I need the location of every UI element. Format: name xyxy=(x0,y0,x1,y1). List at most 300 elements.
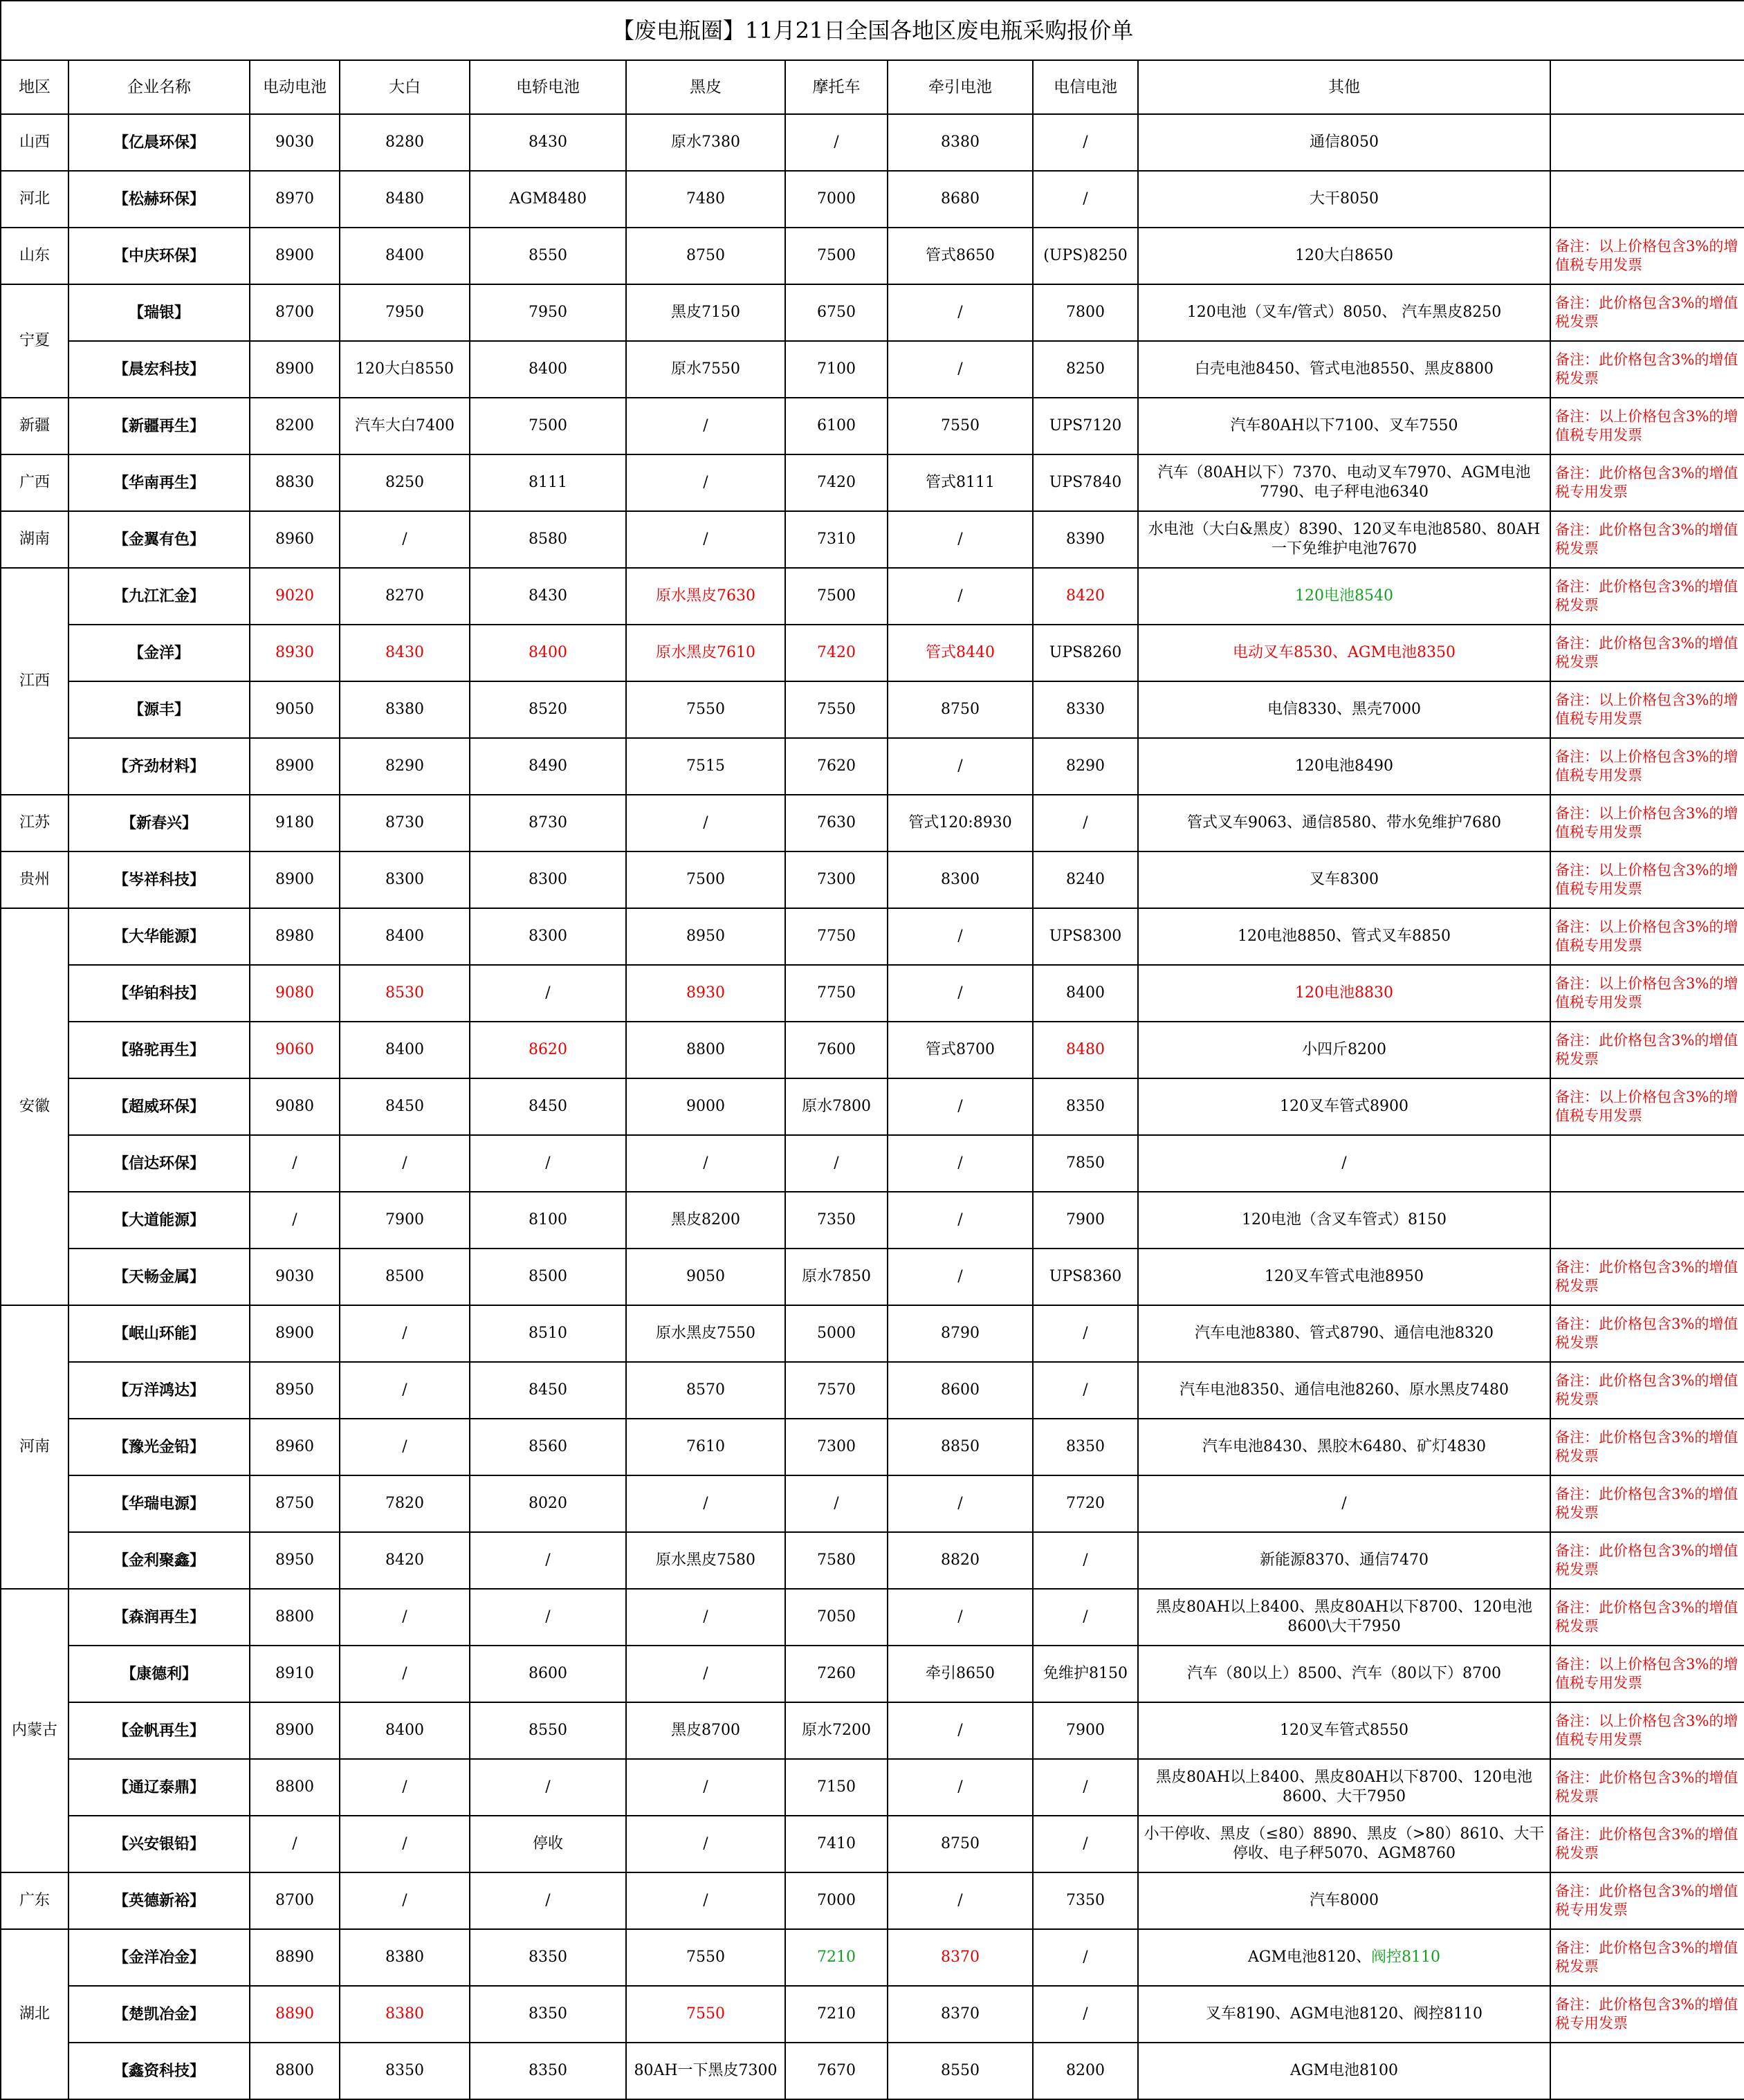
note-cell: 备注：此价格包含3%的增值税发票 xyxy=(1550,1022,1744,1078)
note-cell xyxy=(1550,114,1744,171)
company-name: 【金帆再生】 xyxy=(68,1702,250,1759)
price-cell: / xyxy=(340,1135,470,1192)
company-name: 【华南再生】 xyxy=(68,454,250,511)
note-cell: 备注：此价格包含3%的增值税发票 xyxy=(1550,1305,1744,1362)
price-cell: 8380 xyxy=(340,1929,470,1986)
price-cell: 7500 xyxy=(785,228,888,284)
price-cell: / xyxy=(470,1759,626,1816)
note-cell: 备注：以上价格包含3%的增值税专用发票 xyxy=(1550,228,1744,284)
table-row xyxy=(1,1816,1744,1872)
price-cell: 9020 xyxy=(250,568,340,625)
company-name: 【齐劲材料】 xyxy=(68,738,250,795)
price-cell: 7550 xyxy=(626,681,785,738)
price-cell: 7420 xyxy=(785,625,888,681)
price-cell: / xyxy=(340,1362,470,1419)
price-cell: 7410 xyxy=(785,1816,888,1872)
price-cell: / xyxy=(888,908,1033,965)
price-cell: 8790 xyxy=(888,1305,1033,1362)
price-cell: 7670 xyxy=(785,2043,888,2099)
price-cell: 黑皮8700 xyxy=(626,1702,785,1759)
column-header: 摩托车 xyxy=(785,60,888,114)
table-row xyxy=(1,1532,1744,1589)
column-header: 电动电池 xyxy=(250,60,340,114)
column-header: 牵引电池 xyxy=(888,60,1033,114)
note-cell: 备注：以上价格包含3%的增值税专用发票 xyxy=(1550,1646,1744,1702)
region-cell: 内蒙古 xyxy=(1,1589,68,1872)
price-cell: 8250 xyxy=(1033,341,1138,398)
company-name: 【豫光金铅】 xyxy=(68,1419,250,1475)
price-cell: 8480 xyxy=(1033,1022,1138,1078)
other-price-cell: 120电池（叉车/管式）8050、 汽车黑皮8250 xyxy=(1138,284,1550,341)
price-cell: 8500 xyxy=(470,1249,626,1305)
note-cell: 备注：此价格包含3%的增值税发票 xyxy=(1550,1589,1744,1646)
price-cell: 管式8700 xyxy=(888,1022,1033,1078)
price-cell: / xyxy=(626,1816,785,1872)
price-cell: 8430 xyxy=(470,114,626,171)
price-cell: 8450 xyxy=(340,1078,470,1135)
price-cell: UPS7840 xyxy=(1033,454,1138,511)
price-cell: 9030 xyxy=(250,1249,340,1305)
price-cell: / xyxy=(626,511,785,568)
price-cell: 8620 xyxy=(470,1022,626,1078)
price-cell: 8200 xyxy=(250,398,340,454)
price-cell: / xyxy=(1033,171,1138,228)
price-cell: 8900 xyxy=(250,1702,340,1759)
price-cell: 牵引8650 xyxy=(888,1646,1033,1702)
price-cell: / xyxy=(340,511,470,568)
region-cell: 山东 xyxy=(1,228,68,284)
other-price-cell: 电信8330、黑壳7000 xyxy=(1138,681,1550,738)
price-cell: / xyxy=(888,1192,1033,1249)
price-cell: / xyxy=(888,511,1033,568)
other-price-cell: 120大白8650 xyxy=(1138,228,1550,284)
price-cell: 8290 xyxy=(1033,738,1138,795)
price-cell: 7100 xyxy=(785,341,888,398)
price-cell: / xyxy=(888,1759,1033,1816)
table-row xyxy=(1,1759,1744,1816)
price-cell: 8500 xyxy=(340,1249,470,1305)
price-cell: / xyxy=(888,284,1033,341)
company-name: 【金利聚鑫】 xyxy=(68,1532,250,1589)
price-cell: 8480 xyxy=(340,171,470,228)
price-cell: 8370 xyxy=(888,1929,1033,1986)
table-row xyxy=(1,1589,1744,1646)
price-cell: 8280 xyxy=(340,114,470,171)
company-name: 【亿晨环保】 xyxy=(68,114,250,171)
other-price-cell: 电动叉车8530、AGM电池8350 xyxy=(1138,625,1550,681)
column-header xyxy=(1550,60,1744,114)
other-price-cell: 120电池（含叉车管式）8150 xyxy=(1138,1192,1550,1249)
company-name: 【超威环保】 xyxy=(68,1078,250,1135)
table-row xyxy=(1,1305,1744,1362)
other-price-cell: 汽车（80以上）8500、汽车（80以下）8700 xyxy=(1138,1646,1550,1702)
price-cell: UPS8300 xyxy=(1033,908,1138,965)
price-cell: 8350 xyxy=(470,1986,626,2043)
company-name: 【岑祥科技】 xyxy=(68,851,250,908)
price-cell: 8570 xyxy=(626,1362,785,1419)
other-price-cell: 小干停收、黑皮（≤80）8890、黑皮（>80）8610、大干停收、电子秤5070、AGM8760 xyxy=(1138,1816,1550,1872)
price-cell: 8900 xyxy=(250,851,340,908)
price-cell: 8200 xyxy=(1033,2043,1138,2099)
price-cell: / xyxy=(470,1872,626,1929)
price-cell: / xyxy=(626,1646,785,1702)
price-cell: 8290 xyxy=(340,738,470,795)
note-cell: 备注：此价格包含3%的增值税专用发票 xyxy=(1550,454,1744,511)
price-cell: 8400 xyxy=(470,341,626,398)
note-cell: 备注：以上价格包含3%的增值税专用发票 xyxy=(1550,965,1744,1022)
price-cell: / xyxy=(470,965,626,1022)
table-row xyxy=(1,1192,1744,1249)
price-cell: 7610 xyxy=(626,1419,785,1475)
price-cell: 8910 xyxy=(250,1646,340,1702)
price-cell: 7550 xyxy=(785,681,888,738)
note-cell: 备注：以上价格包含3%的增值税专用发票 xyxy=(1550,1702,1744,1759)
price-cell: 8400 xyxy=(340,1702,470,1759)
price-cell: 8490 xyxy=(470,738,626,795)
other-price-cell: 大干8050 xyxy=(1138,171,1550,228)
column-header: 大白 xyxy=(340,60,470,114)
price-cell: / xyxy=(470,1589,626,1646)
note-cell xyxy=(1550,1135,1744,1192)
company-name: 【楚凯冶金】 xyxy=(68,1986,250,2043)
note-cell: 备注：此价格包含3%的增值税发票 xyxy=(1550,1249,1744,1305)
note-cell: 备注：以上价格包含3%的增值税专用发票 xyxy=(1550,398,1744,454)
price-cell: 8930 xyxy=(626,965,785,1022)
price-cell: 8380 xyxy=(340,1986,470,2043)
price-cell: 9060 xyxy=(250,1022,340,1078)
table-row xyxy=(1,965,1744,1022)
price-cell: 8930 xyxy=(250,625,340,681)
other-price-cell: 黑皮80AH以上8400、黑皮80AH以下8700、120电池8600\大干7950 xyxy=(1138,1589,1550,1646)
table-row xyxy=(1,795,1744,851)
price-cell: / xyxy=(888,1135,1033,1192)
price-cell: 原水7550 xyxy=(626,341,785,398)
price-cell: / xyxy=(888,1249,1033,1305)
note-cell: 备注：此价格包含3%的增值税发票 xyxy=(1550,1419,1744,1475)
note-cell: 备注：此价格包含3%的增值税发票 xyxy=(1550,1532,1744,1589)
price-cell: 8350 xyxy=(340,2043,470,2099)
price-cell: / xyxy=(888,341,1033,398)
price-cell: 8400 xyxy=(1033,965,1138,1022)
price-cell: 8510 xyxy=(470,1305,626,1362)
price-cell: 7350 xyxy=(1033,1872,1138,1929)
price-cell: / xyxy=(340,1646,470,1702)
table-row xyxy=(1,284,1744,341)
price-cell: 8520 xyxy=(470,681,626,738)
price-cell: 80AH一下黑皮7300 xyxy=(626,2043,785,2099)
price-cell: 7500 xyxy=(785,568,888,625)
price-cell: / xyxy=(1033,1532,1138,1589)
table-row xyxy=(1,1986,1744,2043)
note-cell: 备注：此价格包含3%的增值税发票 xyxy=(1550,284,1744,341)
column-header: 黑皮 xyxy=(626,60,785,114)
price-cell: / xyxy=(340,1759,470,1816)
price-cell: 7720 xyxy=(1033,1475,1138,1532)
price-cell: / xyxy=(626,454,785,511)
other-price-cell: 水电池（大白&黑皮）8390、120叉车电池8580、80AH一下免维护电池7670 xyxy=(1138,511,1550,568)
price-cell: / xyxy=(888,1475,1033,1532)
price-cell: 7950 xyxy=(470,284,626,341)
price-cell: 8700 xyxy=(250,284,340,341)
price-cell: 8420 xyxy=(1033,568,1138,625)
note-cell: 备注：以上价格包含3%的增值税专用发票 xyxy=(1550,738,1744,795)
column-header: 电轿电池 xyxy=(470,60,626,114)
region-cell: 湖北 xyxy=(1,1929,68,2099)
price-cell: 管式8440 xyxy=(888,625,1033,681)
company-name: 【岷山环能】 xyxy=(68,1305,250,1362)
table-row xyxy=(1,738,1744,795)
header-row xyxy=(1,60,1744,114)
price-cell: 7500 xyxy=(626,851,785,908)
price-cell: 7300 xyxy=(785,851,888,908)
price-cell: 原水7850 xyxy=(785,1249,888,1305)
price-cell: 8580 xyxy=(470,511,626,568)
table-row xyxy=(1,1702,1744,1759)
price-cell: 8830 xyxy=(250,454,340,511)
table-row xyxy=(1,1929,1744,1986)
region-cell: 广东 xyxy=(1,1872,68,1929)
price-cell: 7550 xyxy=(626,1986,785,2043)
other-price-cell: AGM电池8120、阀控8110 xyxy=(1138,1929,1550,1986)
price-cell: UPS8360 xyxy=(1033,1249,1138,1305)
price-cell: 8960 xyxy=(250,511,340,568)
price-cell: 8700 xyxy=(250,1872,340,1929)
company-name: 【兴安银铅】 xyxy=(68,1816,250,1872)
note-cell xyxy=(1550,171,1744,228)
price-cell: 8020 xyxy=(470,1475,626,1532)
company-name: 【九江汇金】 xyxy=(68,568,250,625)
region-cell: 新疆 xyxy=(1,398,68,454)
price-cell: 7570 xyxy=(785,1362,888,1419)
price-cell: 7210 xyxy=(785,1986,888,2043)
note-cell: 备注：此价格包含3%的增值税专用发票 xyxy=(1550,1872,1744,1929)
note-cell: 备注：此价格包含3%的增值税发票 xyxy=(1550,1475,1744,1532)
region-cell: 江苏 xyxy=(1,795,68,851)
note-cell: 备注：此价格包含3%的增值税发票 xyxy=(1550,1929,1744,1986)
company-name: 【骆驼再生】 xyxy=(68,1022,250,1078)
price-cell: 7580 xyxy=(785,1532,888,1589)
price-cell: 原水黑皮7550 xyxy=(626,1305,785,1362)
price-cell: 7350 xyxy=(785,1192,888,1249)
table-row xyxy=(1,511,1744,568)
price-cell: 8530 xyxy=(340,965,470,1022)
company-name: 【通辽泰鼎】 xyxy=(68,1759,250,1816)
company-name: 【森润再生】 xyxy=(68,1589,250,1646)
other-price-cell: 汽车（80AH以下）7370、电动叉车7970、AGM电池7790、电子秤电池6340 xyxy=(1138,454,1550,511)
price-cell: / xyxy=(626,1872,785,1929)
table-row xyxy=(1,1249,1744,1305)
price-cell: 7900 xyxy=(340,1192,470,1249)
price-cell: 8350 xyxy=(470,1929,626,1986)
table-row xyxy=(1,114,1744,171)
price-cell: 7480 xyxy=(626,171,785,228)
other-price-cell: 120电池8830 xyxy=(1138,965,1550,1022)
price-cell: / xyxy=(785,1135,888,1192)
price-cell: / xyxy=(888,1589,1033,1646)
company-name: 【大华能源】 xyxy=(68,908,250,965)
company-name: 【瑞银】 xyxy=(68,284,250,341)
price-cell: / xyxy=(888,1702,1033,1759)
table-row xyxy=(1,851,1744,908)
price-cell: 8550 xyxy=(888,2043,1033,2099)
note-cell: 备注：此价格包含3%的增值税发票 xyxy=(1550,1759,1744,1816)
price-cell: 汽车大白7400 xyxy=(340,398,470,454)
price-cell: 9180 xyxy=(250,795,340,851)
table-row xyxy=(1,1475,1744,1532)
price-cell: 管式120:8930 xyxy=(888,795,1033,851)
price-cell: 5000 xyxy=(785,1305,888,1362)
price-cell: / xyxy=(470,1135,626,1192)
price-cell: 8250 xyxy=(340,454,470,511)
other-price-cell: 通信8050 xyxy=(1138,114,1550,171)
price-cell: 8800 xyxy=(250,2043,340,2099)
price-cell: 8560 xyxy=(470,1419,626,1475)
company-name: 【康德利】 xyxy=(68,1646,250,1702)
note-cell: 备注：以上价格包含3%的增值税专用发票 xyxy=(1550,851,1744,908)
price-cell: 7820 xyxy=(340,1475,470,1532)
price-cell: 8111 xyxy=(470,454,626,511)
price-cell: 7900 xyxy=(1033,1192,1138,1249)
company-name: 【英德新裕】 xyxy=(68,1872,250,1929)
price-cell: 9080 xyxy=(250,965,340,1022)
price-cell: 8550 xyxy=(470,228,626,284)
price-cell: 120大白8550 xyxy=(340,341,470,398)
price-cell: 7630 xyxy=(785,795,888,851)
note-cell: 备注：此价格包含3%的增值税发票 xyxy=(1550,511,1744,568)
other-price-cell: / xyxy=(1138,1475,1550,1532)
price-cell: 原水7800 xyxy=(785,1078,888,1135)
price-cell: 7800 xyxy=(1033,284,1138,341)
price-cell: 9030 xyxy=(250,114,340,171)
column-header: 地区 xyxy=(1,60,68,114)
other-price-cell: 汽车80AH以下7100、叉车7550 xyxy=(1138,398,1550,454)
table-row xyxy=(1,1078,1744,1135)
note-cell xyxy=(1550,2043,1744,2099)
price-cell: 免维护8150 xyxy=(1033,1646,1138,1702)
price-cell: 7260 xyxy=(785,1646,888,1702)
price-cell: / xyxy=(340,1589,470,1646)
price-cell: 8380 xyxy=(888,114,1033,171)
note-cell: 备注：此价格包含3%的增值税专用发票 xyxy=(1550,1986,1744,2043)
price-cell: / xyxy=(626,1475,785,1532)
price-cell: 8300 xyxy=(470,851,626,908)
price-cell: 8950 xyxy=(250,1362,340,1419)
price-cell: 9050 xyxy=(250,681,340,738)
price-cell: 7900 xyxy=(1033,1702,1138,1759)
price-cell: 8400 xyxy=(470,625,626,681)
price-cell: 7050 xyxy=(785,1589,888,1646)
price-cell: AGM8480 xyxy=(470,171,626,228)
price-cell: 8980 xyxy=(250,908,340,965)
price-cell: 8900 xyxy=(250,228,340,284)
price-cell: 8600 xyxy=(470,1646,626,1702)
price-cell: 7620 xyxy=(785,738,888,795)
price-cell: 8600 xyxy=(888,1362,1033,1419)
price-cell: 8950 xyxy=(250,1532,340,1589)
region-cell: 河北 xyxy=(1,171,68,228)
price-cell: 7550 xyxy=(888,398,1033,454)
price-cell: 8300 xyxy=(470,908,626,965)
price-cell: / xyxy=(1033,114,1138,171)
price-cell: 8400 xyxy=(340,908,470,965)
company-name: 【万洋鸿达】 xyxy=(68,1362,250,1419)
price-cell: / xyxy=(888,1872,1033,1929)
price-cell: 8390 xyxy=(1033,511,1138,568)
price-cell: 6750 xyxy=(785,284,888,341)
price-cell: / xyxy=(888,568,1033,625)
price-cell: 7550 xyxy=(626,1929,785,1986)
region-cell: 安徽 xyxy=(1,908,68,1305)
table-row xyxy=(1,228,1744,284)
other-price-cell: 120叉车管式8900 xyxy=(1138,1078,1550,1135)
price-cell: 8430 xyxy=(470,568,626,625)
note-cell xyxy=(1550,1192,1744,1249)
other-price-cell: 120电池8850、管式叉车8850 xyxy=(1138,908,1550,965)
table-row xyxy=(1,1362,1744,1419)
other-price-cell: 管式叉车9063、通信8580、带水免维护7680 xyxy=(1138,795,1550,851)
price-cell: UPS8260 xyxy=(1033,625,1138,681)
price-cell: 8730 xyxy=(470,795,626,851)
price-cell: 黑皮8200 xyxy=(626,1192,785,1249)
other-price-cell: 汽车8000 xyxy=(1138,1872,1550,1929)
price-cell: / xyxy=(626,398,785,454)
price-cell: 8900 xyxy=(250,341,340,398)
table-row xyxy=(1,1022,1744,1078)
region-cell: 河南 xyxy=(1,1305,68,1589)
price-cell: 8800 xyxy=(626,1022,785,1078)
price-cell: 8100 xyxy=(470,1192,626,1249)
price-cell: / xyxy=(626,1589,785,1646)
other-price-cell: 120叉车管式8550 xyxy=(1138,1702,1550,1759)
price-cell: / xyxy=(1033,795,1138,851)
table-row xyxy=(1,1646,1744,1702)
price-cell: 8900 xyxy=(250,1305,340,1362)
price-cell: 8960 xyxy=(250,1419,340,1475)
price-cell: / xyxy=(888,738,1033,795)
price-cell: 8800 xyxy=(250,1589,340,1646)
price-cell: 8800 xyxy=(250,1759,340,1816)
price-cell: 8420 xyxy=(340,1532,470,1589)
region-cell: 贵州 xyxy=(1,851,68,908)
price-cell: / xyxy=(785,1475,888,1532)
table-row xyxy=(1,171,1744,228)
price-cell: 7210 xyxy=(785,1929,888,1986)
company-name: 【金洋冶金】 xyxy=(68,1929,250,1986)
price-cell: 7950 xyxy=(340,284,470,341)
price-cell: / xyxy=(1033,1362,1138,1419)
price-cell: 9080 xyxy=(250,1078,340,1135)
region-cell: 山西 xyxy=(1,114,68,171)
price-cell: / xyxy=(340,1419,470,1475)
price-cell: 8750 xyxy=(626,228,785,284)
price-cell: / xyxy=(888,965,1033,1022)
column-header: 电信电池 xyxy=(1033,60,1138,114)
price-cell: 7600 xyxy=(785,1022,888,1078)
other-price-cell: 新能源8370、通信7470 xyxy=(1138,1532,1550,1589)
price-cell: / xyxy=(340,1816,470,1872)
price-cell: 8350 xyxy=(1033,1419,1138,1475)
company-name: 【华瑞电源】 xyxy=(68,1475,250,1532)
price-cell: 7515 xyxy=(626,738,785,795)
price-cell: / xyxy=(470,1532,626,1589)
table-row xyxy=(1,2043,1744,2099)
price-cell: 8680 xyxy=(888,171,1033,228)
price-cell: 8300 xyxy=(888,851,1033,908)
company-name: 【信达环保】 xyxy=(68,1135,250,1192)
other-price-cell: 汽车电池8430、黑胶木6480、矿灯4830 xyxy=(1138,1419,1550,1475)
price-cell: 8970 xyxy=(250,171,340,228)
other-price-cell: / xyxy=(1138,1135,1550,1192)
